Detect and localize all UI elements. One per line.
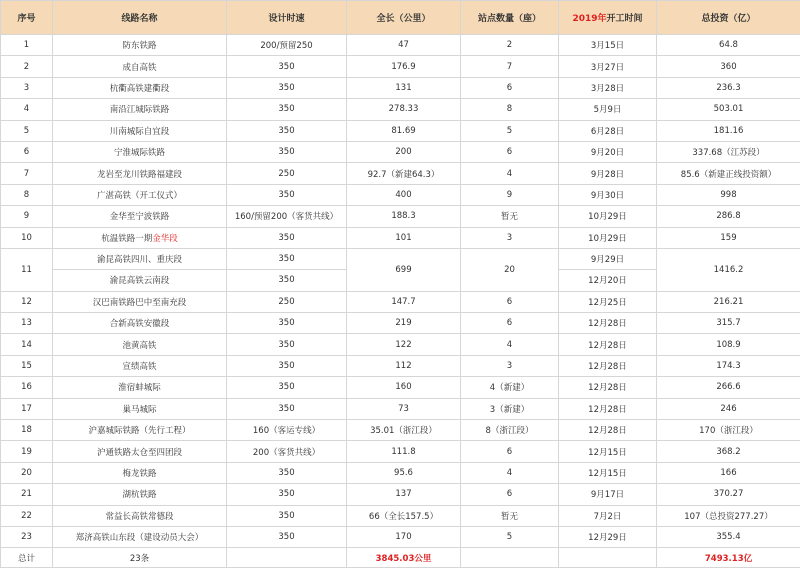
cell-name: 汉巴南铁路巴中至南充段	[53, 291, 227, 312]
cell-name: 成自高铁	[53, 56, 227, 77]
cell-length: 137	[347, 484, 461, 505]
cell-length: 176.9	[347, 56, 461, 77]
table-row	[1, 420, 800, 441]
cell-name	[53, 227, 227, 248]
cell-stations: 6	[461, 484, 559, 505]
cell-invest: 85.6（新建正线投资额）	[657, 163, 800, 184]
cell-invest: 246	[657, 398, 800, 419]
cell-length: 35.01（浙江段）	[347, 420, 461, 441]
cell-stations: 3	[461, 227, 559, 248]
cell-speed: 350	[227, 313, 347, 334]
cell-speed: 250	[227, 291, 347, 312]
cell-length: 73	[347, 398, 461, 419]
cell-no: 10	[1, 227, 53, 248]
table-row	[1, 377, 800, 398]
cell-length: 200	[347, 141, 461, 162]
table-row	[1, 163, 800, 184]
cell-name: 宁淮城际铁路	[53, 141, 227, 162]
cell-name: 沪通铁路太仓至四团段	[53, 441, 227, 462]
table-row	[1, 505, 800, 526]
cell-no: 17	[1, 398, 53, 419]
cell-speed: 200/预留250	[227, 35, 347, 56]
total-start-empty	[559, 548, 657, 568]
cell-start: 9月20日	[559, 141, 657, 162]
header-start-label: 开工时间	[606, 14, 643, 24]
cell-speed: 350	[227, 270, 347, 291]
table-row	[1, 484, 800, 505]
cell-invest: 286.8	[657, 206, 800, 227]
cell-name: 沪嘉城际铁路（先行工程）	[53, 420, 227, 441]
cell-stations: 2	[461, 35, 559, 56]
total-invest: 7493.13亿	[657, 548, 800, 568]
cell-length: 160	[347, 377, 461, 398]
cell-stations: 3	[461, 355, 559, 376]
header-investment: 总投资（亿）	[657, 1, 800, 35]
cell-start: 9月28日	[559, 163, 657, 184]
table-row	[1, 334, 800, 355]
cell-length: 122	[347, 334, 461, 355]
table-row	[1, 120, 800, 141]
cell-length: 111.8	[347, 441, 461, 462]
cell-speed: 350	[227, 398, 347, 419]
cell-no: 23	[1, 526, 53, 547]
table-row	[1, 206, 800, 227]
cell-no: 21	[1, 484, 53, 505]
cell-length: 47	[347, 35, 461, 56]
cell-length: 147.7	[347, 291, 461, 312]
cell-stations: 4（新建）	[461, 377, 559, 398]
cell-invest: 216.21	[657, 291, 800, 312]
cell-speed: 350	[227, 248, 347, 269]
header-stations: 站点数量（座）	[461, 1, 559, 35]
table-row	[1, 56, 800, 77]
cell-length: 131	[347, 77, 461, 98]
table-row	[1, 35, 800, 56]
cell-start: 6月28日	[559, 120, 657, 141]
cell-no: 19	[1, 441, 53, 462]
cell-invest: 337.68（江苏段）	[657, 141, 800, 162]
cell-start: 7月2日	[559, 505, 657, 526]
cell-name: 常益长高铁常德段	[53, 505, 227, 526]
header-index: 序号	[1, 1, 53, 35]
cell-invest: 159	[657, 227, 800, 248]
header-row	[1, 1, 800, 35]
cell-stations: 7	[461, 56, 559, 77]
cell-stations: 9	[461, 184, 559, 205]
cell-speed: 200（客货共线）	[227, 441, 347, 462]
cell-invest: 181.16	[657, 120, 800, 141]
table-row	[1, 141, 800, 162]
cell-length: 170	[347, 526, 461, 547]
cell-invest: 360	[657, 56, 800, 77]
table-row	[1, 99, 800, 120]
cell-speed: 350	[227, 227, 347, 248]
cell-length: 81.69	[347, 120, 461, 141]
header-speed: 设计时速	[227, 1, 347, 35]
cell-invest: 998	[657, 184, 800, 205]
cell-stations: 6	[461, 291, 559, 312]
cell-invest: 166	[657, 462, 800, 483]
cell-no: 14	[1, 334, 53, 355]
cell-length: 101	[347, 227, 461, 248]
total-row	[1, 548, 800, 568]
cell-stations: 6	[461, 141, 559, 162]
cell-speed: 250	[227, 163, 347, 184]
cell-speed: 350	[227, 526, 347, 547]
total-speed-empty	[227, 548, 347, 568]
cell-no: 7	[1, 163, 53, 184]
cell-no: 6	[1, 141, 53, 162]
cell-name: 宣绩高铁	[53, 355, 227, 376]
cell-speed: 350	[227, 99, 347, 120]
cell-speed: 350	[227, 120, 347, 141]
cell-no: 5	[1, 120, 53, 141]
cell-name: 龙岩至龙川铁路福建段	[53, 163, 227, 184]
table-row	[1, 526, 800, 547]
cell-start: 12月28日	[559, 420, 657, 441]
cell-name: 梅龙铁路	[53, 462, 227, 483]
cell-start: 12月28日	[559, 398, 657, 419]
cell-speed: 350	[227, 355, 347, 376]
cell-no: 1	[1, 35, 53, 56]
cell-invest: 266.6	[657, 377, 800, 398]
table-row	[1, 77, 800, 98]
cell-no: 20	[1, 462, 53, 483]
table-row	[1, 227, 800, 248]
cell-name: 巢马城际	[53, 398, 227, 419]
cell-name: 渝昆高铁四川、重庆段	[53, 248, 227, 269]
total-length: 3845.03公里	[347, 548, 461, 568]
cell-invest: 174.3	[657, 355, 800, 376]
header-length: 全长（公里）	[347, 1, 461, 35]
cell-name-main: 杭温铁路一期	[101, 233, 153, 244]
cell-length: 699	[347, 248, 461, 291]
cell-start: 9月30日	[559, 184, 657, 205]
cell-name: 南沿江城际铁路	[53, 99, 227, 120]
cell-length: 92.7（新建64.3）	[347, 163, 461, 184]
cell-start: 3月27日	[559, 56, 657, 77]
cell-length: 219	[347, 313, 461, 334]
cell-invest: 107（总投资277.27）	[657, 505, 800, 526]
cell-stations: 4	[461, 163, 559, 184]
cell-stations: 暂无	[461, 206, 559, 227]
cell-start: 3月15日	[559, 35, 657, 56]
cell-name-highlight: 金华段	[152, 233, 178, 244]
cell-name: 郑济高铁山东段（建设动员大会）	[53, 526, 227, 547]
cell-name: 防东铁路	[53, 35, 227, 56]
cell-stations: 3（新建）	[461, 398, 559, 419]
table-row	[1, 355, 800, 376]
table-row	[1, 313, 800, 334]
cell-no: 9	[1, 206, 53, 227]
cell-speed: 350	[227, 184, 347, 205]
cell-start: 9月29日	[559, 248, 657, 269]
cell-invest: 315.7	[657, 313, 800, 334]
cell-stations: 8	[461, 99, 559, 120]
cell-name: 广湛高铁（开工仪式）	[53, 184, 227, 205]
total-stations-empty	[461, 548, 559, 568]
cell-stations: 6	[461, 77, 559, 98]
table-row	[1, 441, 800, 462]
cell-invest: 355.4	[657, 526, 800, 547]
cell-speed: 350	[227, 141, 347, 162]
cell-start: 12月28日	[559, 334, 657, 355]
cell-length: 278.33	[347, 99, 461, 120]
cell-speed: 350	[227, 334, 347, 355]
cell-length: 95.6	[347, 462, 461, 483]
cell-invest: 1416.2	[657, 248, 800, 291]
table-row	[1, 248, 800, 269]
cell-stations: 8（浙江段）	[461, 420, 559, 441]
cell-no: 12	[1, 291, 53, 312]
cell-name: 池黄高铁	[53, 334, 227, 355]
cell-speed: 350	[227, 505, 347, 526]
cell-no: 2	[1, 56, 53, 77]
cell-no: 11	[1, 248, 53, 291]
table-row	[1, 184, 800, 205]
cell-invest: 368.2	[657, 441, 800, 462]
cell-no: 22	[1, 505, 53, 526]
cell-length: 188.3	[347, 206, 461, 227]
cell-length: 400	[347, 184, 461, 205]
table-row	[1, 462, 800, 483]
cell-stations: 20	[461, 248, 559, 291]
cell-name: 湖杭铁路	[53, 484, 227, 505]
cell-invest: 170（浙江段）	[657, 420, 800, 441]
cell-start: 12月28日	[559, 313, 657, 334]
cell-start: 12月29日	[559, 526, 657, 547]
cell-stations: 6	[461, 313, 559, 334]
cell-name: 杭衢高铁建衢段	[53, 77, 227, 98]
cell-stations: 4	[461, 462, 559, 483]
cell-no: 3	[1, 77, 53, 98]
cell-invest: 503.01	[657, 99, 800, 120]
cell-no: 13	[1, 313, 53, 334]
cell-start: 9月17日	[559, 484, 657, 505]
cell-length: 66（全长157.5）	[347, 505, 461, 526]
cell-start: 12月20日	[559, 270, 657, 291]
total-count: 23条	[53, 548, 227, 568]
cell-name: 金华至宁波铁路	[53, 206, 227, 227]
cell-no: 8	[1, 184, 53, 205]
table-row	[1, 398, 800, 419]
cell-stations: 暂无	[461, 505, 559, 526]
header-name: 线路名称	[53, 1, 227, 35]
cell-speed: 350	[227, 56, 347, 77]
cell-start: 5月9日	[559, 99, 657, 120]
cell-start: 12月15日	[559, 462, 657, 483]
cell-invest: 370.27	[657, 484, 800, 505]
cell-no: 16	[1, 377, 53, 398]
cell-stations: 4	[461, 334, 559, 355]
header-start-year: 2019年	[572, 14, 607, 24]
cell-speed: 160（客运专线）	[227, 420, 347, 441]
cell-no: 4	[1, 99, 53, 120]
cell-name: 川南城际自宜段	[53, 120, 227, 141]
cell-no: 18	[1, 420, 53, 441]
cell-start: 3月28日	[559, 77, 657, 98]
cell-start: 12月25日	[559, 291, 657, 312]
cell-stations: 5	[461, 526, 559, 547]
cell-speed: 350	[227, 484, 347, 505]
cell-invest: 64.8	[657, 35, 800, 56]
cell-stations: 5	[461, 120, 559, 141]
cell-start: 12月28日	[559, 355, 657, 376]
cell-invest: 108.9	[657, 334, 800, 355]
header-start	[559, 1, 657, 35]
cell-speed: 350	[227, 377, 347, 398]
cell-speed: 350	[227, 77, 347, 98]
cell-speed: 160/预留200（客货共线）	[227, 206, 347, 227]
cell-start: 10月29日	[559, 206, 657, 227]
cell-name: 合新高铁安徽段	[53, 313, 227, 334]
cell-stations: 6	[461, 441, 559, 462]
cell-invest: 236.3	[657, 77, 800, 98]
cell-start: 12月15日	[559, 441, 657, 462]
cell-start: 10月29日	[559, 227, 657, 248]
cell-name: 淮宿蚌城际	[53, 377, 227, 398]
cell-speed: 350	[227, 462, 347, 483]
table-row	[1, 291, 800, 312]
total-label: 总计	[1, 548, 53, 568]
cell-length: 112	[347, 355, 461, 376]
cell-start: 12月28日	[559, 377, 657, 398]
cell-no: 15	[1, 355, 53, 376]
cell-name: 渝昆高铁云南段	[53, 270, 227, 291]
